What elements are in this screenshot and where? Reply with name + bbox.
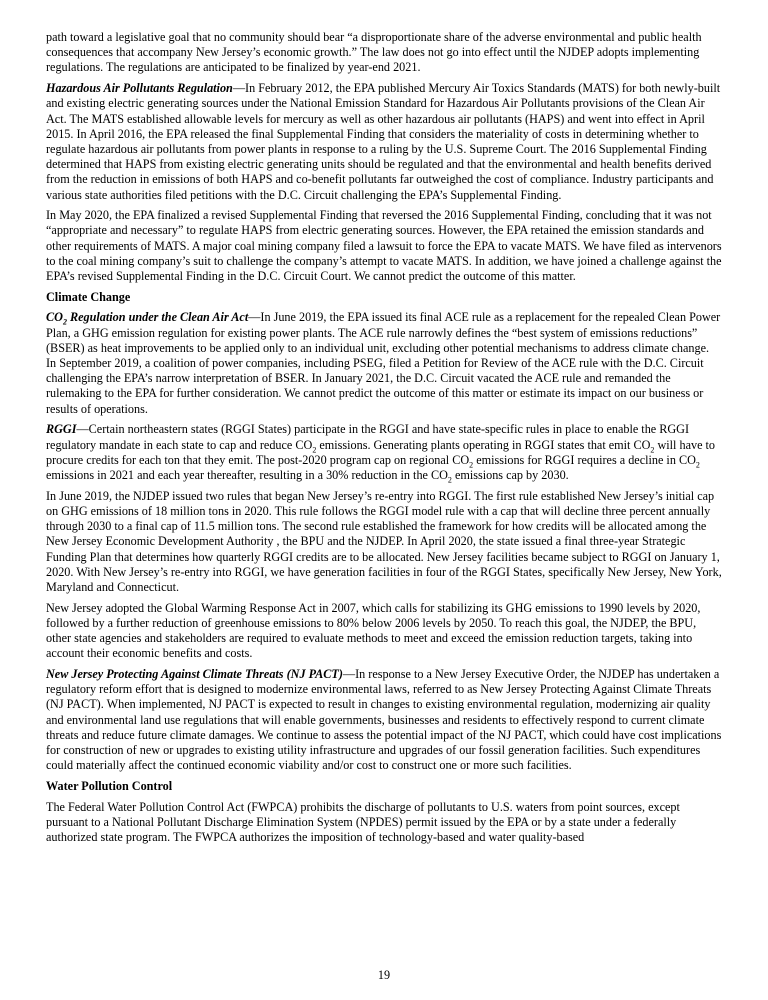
heading-climate-change: Climate Change (46, 289, 131, 304)
hap-text: —In February 2012, the EPA published Mercury Air Toxics Standards (MATS) for both newly-built and existing electric generating sources under the National Emission Standard for Hazardous Air Pollutants provisions of the Clean Air Act. The MATS established allowable levels for mercury as well as other hazardous air pollutants (HAPS) and went into effect in April 2015. In April 2016, the EPA released the final Supplemental Finding that considers the materiality of costs in determining whether to regulate hazardous air pollutants from power plants in response to a ruling by the U.S. Supreme Court. The 2016 Supplemental Finding determined that HAPS from existing electric generating units should be regulated and that the environmental and health benefits derived from the reduction in emissions of both HAPS and co-benefit pollutants far outweighed the cost of compliance. Industry participants and various state authorities filed petitions with the D.C. Circuit challenging the EPA’s Supplemental Finding. (46, 81, 721, 202)
paragraph-may-2020-finding: In May 2020, the EPA finalized a revised Supplemental Finding that reversed the 2016 Supplemental Finding, concluding that it was not “appropriate and necessary” to regulate HAPS from electric generating sources. However, the EPA retained the emission standards and other requirements of MATS. A major coal mining company filed a lawsuit to force the EPA to vacate MATS. We have filed as intervenors to the coal mining company’s suit to challenge the company’s attempt to vacate MATS. In addition, we have joined a challenge against the EPA’s revised Supplemental Finding in the D.C. Circuit Court. We cannot predict the outcome of this matter. (46, 208, 722, 284)
paragraph-environmental-justice-tail: path toward a legislative goal that no community should bear “a disproportionate share of the adverse environmental and public health consequences that accompany New Jersey’s economic growth.” The law does not go into effect until the NJDEP adopts implementing regulations. The regulations are anticipated to be finalized by year-end 2021. (46, 30, 702, 75)
rggi-lead: RGGI (46, 422, 77, 437)
rggi-s1: —Certain northeastern states (RGGI States) participate in the RGGI and have state-specific rules in place to enable the RGGI regulatory mandate in each state to cap and reduce CO (46, 422, 690, 452)
rggi-sub-1: 2 (312, 445, 317, 455)
njpact-lead: New Jersey Protecting Against Climate Threats (NJ PACT) (46, 666, 343, 681)
co2-lead-sub: 2 (62, 317, 67, 327)
rggi-s4: emissions for RGGI requires a decline in CO (473, 452, 696, 467)
page-number: 19 (377, 968, 391, 982)
heading-water-pollution-control: Water Pollution Control (46, 778, 173, 793)
hap-lead: Hazardous Air Pollutants Regulation (46, 81, 233, 96)
paragraph-fwpca: The Federal Water Pollution Control Act (FWPCA) prohibits the discharge of pollutants to U.S. waters from point sources, except pursuant to a National Pollutant Discharge Elimination System (NPDES) permit issued by the EPA or by a state under a federally authorized state program. The FWPCA authorizes the imposition of technology-based and water quality-based (46, 799, 680, 844)
rggi-sub-4: 2 (695, 460, 700, 470)
rggi-s5: emissions in 2021 and each year thereafter, resulting in a 30% reduction in the CO (46, 467, 448, 482)
rggi-s6: emissions cap by 2030. (451, 467, 569, 482)
co2-lead-b: Regulation under the Clean Air Act (66, 310, 249, 325)
co2-lead (46, 310, 249, 327)
rggi-sub-3: 2 (469, 460, 474, 470)
njpact-text: —In response to a New Jersey Executive Order, the NJDEP has undertaken a regulatory reform effort that is designed to modernize environmental laws, referred to as New Jersey Protecting Against Climate Threats (NJ PACT). When implemented, NJ PACT is expected to result in changes to existing environmental regulation, modernizing air quality and environmental land use regulations that will enable governments, businesses and residents to effectively respond to current climate threats and reduce future climate damages. We continue to assess the potential impact of the NJ PACT, which could have cost implications for construction of new or upgrades to existing utility infrastructure and upgrades of our fossil generation facilities. Such expenditures could materially affect the continued economic viability and/or cost to construct one or more such facilities. (46, 666, 722, 773)
paragraph-rggi (46, 422, 722, 483)
paragraph-hazardous-air-pollutants (46, 81, 722, 203)
paragraph-nj-pact (46, 667, 722, 773)
document-page (46, 30, 722, 851)
paragraph-co2-regulation (46, 310, 722, 416)
rggi-s3: will have to procure credits for each ton that they emit. The post-2020 program cap on regional CO (46, 437, 716, 467)
rggi-sub-2: 2 (650, 445, 655, 455)
rggi-sub-5: 2 (447, 475, 452, 485)
co2-text: —In June 2019, the EPA issued its final ACE rule as a replacement for the repealed Clean Power Plan, a GHG emission regulation for existing power plants. The ACE rule narrowly defines the “best system of emissions reductions” (BSER) as heat improvements to be applied only to an individual unit, excluding other potential mechanisms to address climate change. In September 2019, a coalition of power companies, including PSEG, filed a Petition for Review of the ACE rule with the D.C. Circuit challenging the EPA’s narrow interpretation of BSER. In January 2021, the D.C. Circuit vacated the ACE rule and remanded the rulemaking to the EPA for further consideration. We cannot predict the outcome of this matter or estimate its impact on our business or results of operations. (46, 310, 721, 416)
co2-lead-a: CO (46, 310, 63, 325)
paragraph-june-2019-rules: In June 2019, the NJDEP issued two rules that began New Jersey’s re-entry into RGGI. The first rule established New Jersey’s initial cap on GHG emissions of 18 million tons in 2020. This rule follows the RGGI model rule with a cap that will decline three percent annually through 2030 to a final cap of 11.5 million tons. The second rule established the framework for how credits will be allocated among the New Jersey Economic Development Authority , the BPU and the NJDEP. In April 2020, the state issued a final three-year Strategic Funding Plan that determines how quarterly RGGI credits are to be allocated. New Jersey facilities became subject to RGGI on January 1, 2020. With New Jersey’s re-entry into RGGI, we have generation facilities in four of the RGGI States, specifically New Jersey, New York, Maryland and Connecticut. (46, 488, 722, 594)
paragraph-global-warming-response-act: New Jersey adopted the Global Warming Response Act in 2007, which calls for stabilizing its GHG emissions to 1990 levels by 2020, followed by a further reduction of greenhouse emissions to 80% below 2006 levels by 2050. To reach this goal, the NJDEP, the BPU, other state agencies and stakeholders are required to evaluate methods to meet and exceed the emission reduction targets, taking into account their economic benefits and costs. (46, 600, 701, 661)
rggi-s2: emissions. Generating plants operating in RGGI states that emit CO (316, 437, 651, 452)
